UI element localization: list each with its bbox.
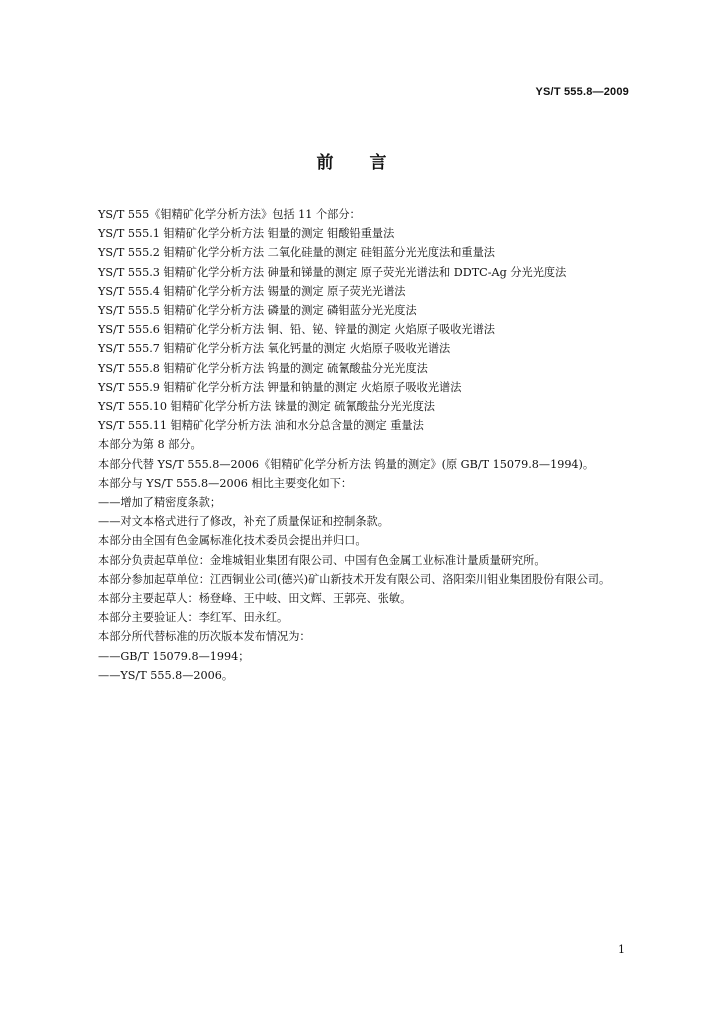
paragraph-intro: YS/T 555《钼精矿化学分析方法》包括 11 个部分： [98, 208, 361, 221]
paragraph-replaces: 本部分代替 YS/T 555.8—2006《钼精矿化学分析方法 钨量的测定》(原 GB/T 15079.8—1994)。 [98, 457, 595, 471]
list-item-part-2: YS/T 555.2 钼精矿化学分析方法 二氧化硅量的测定 硅钼蓝分光光度法和重量法 [98, 246, 495, 260]
paragraph-drafters: 本部分主要起草人：杨登峰、王中岐、田文辉、王郭亮、张敏。 [98, 592, 412, 606]
list-item-part-5: YS/T 555.5 钼精矿化学分析方法 磷量的测定 磷钼蓝分光光度法 [98, 304, 417, 318]
list-item-part-7: YS/T 555.7 钼精矿化学分析方法 氧化钙量的测定 火焰原子吸收光谱法 [98, 342, 451, 356]
paragraph-history: 本部分所代替标准的历次版本发布情况为： [98, 630, 311, 644]
history-item-2: ——YS/T 555.8—2006。 [98, 668, 234, 682]
foreword-body [74, 205, 634, 685]
change-item-1: ——增加了精密度条款； [98, 496, 222, 510]
change-item-2: ——对文本格式进行了修改，补充了质量保证和控制条款。 [98, 515, 389, 529]
standard-code: YS/T 555.8—2009 [535, 86, 629, 98]
list-item-part-8: YS/T 555.8 钼精矿化学分析方法 钨量的测定 硫氰酸盐分光光度法 [98, 361, 428, 375]
history-item-1: ——GB/T 15079.8—1994； [98, 649, 250, 663]
paragraph-proposed-by: 本部分由全国有色金属标准化技术委员会提出并归口。 [98, 534, 367, 548]
paragraph-participating-units: 本部分参加起草单位：江西铜业公司(德兴)矿山新技术开发有限公司、洛阳栾川钼业集团股份有限公司。 [98, 572, 611, 586]
list-item-part-6: YS/T 555.6 钼精矿化学分析方法 铜、铅、铋、锌量的测定 火焰原子吸收光谱法 [98, 323, 495, 337]
list-item-part-1: YS/T 555.1 钼精矿化学分析方法 钼量的测定 钼酸铅重量法 [98, 227, 395, 241]
page-number: 1 [618, 943, 625, 956]
paragraph-part-number: 本部分为第 8 部分。 [98, 438, 202, 452]
list-item-part-3: YS/T 555.3 钼精矿化学分析方法 砷量和锑量的测定 原子荧光光谱法和 DDTC-Ag 分光光度法 [98, 265, 567, 279]
list-item-part-10: YS/T 555.10 钼精矿化学分析方法 铼量的测定 硫氰酸盐分光光度法 [98, 400, 435, 414]
paragraph-drafting-unit: 本部分负责起草单位：金堆城钼业集团有限公司、中国有色金属工业标准计量质量研究所。 [98, 553, 546, 567]
list-item-part-9: YS/T 555.9 钼精矿化学分析方法 钾量和钠量的测定 火焰原子吸收光谱法 [98, 380, 462, 394]
list-item-part-4: YS/T 555.4 钼精矿化学分析方法 锡量的测定 原子荧光光谱法 [98, 284, 406, 298]
list-item-part-11: YS/T 555.11 钼精矿化学分析方法 油和水分总含量的测定 重量法 [98, 419, 424, 433]
page-title: 前言 [316, 153, 423, 173]
paragraph-verifiers: 本部分主要验证人：李红军、田永红。 [98, 611, 289, 625]
paragraph-changes: 本部分与 YS/T 555.8—2006 相比主要变化如下： [98, 476, 353, 490]
